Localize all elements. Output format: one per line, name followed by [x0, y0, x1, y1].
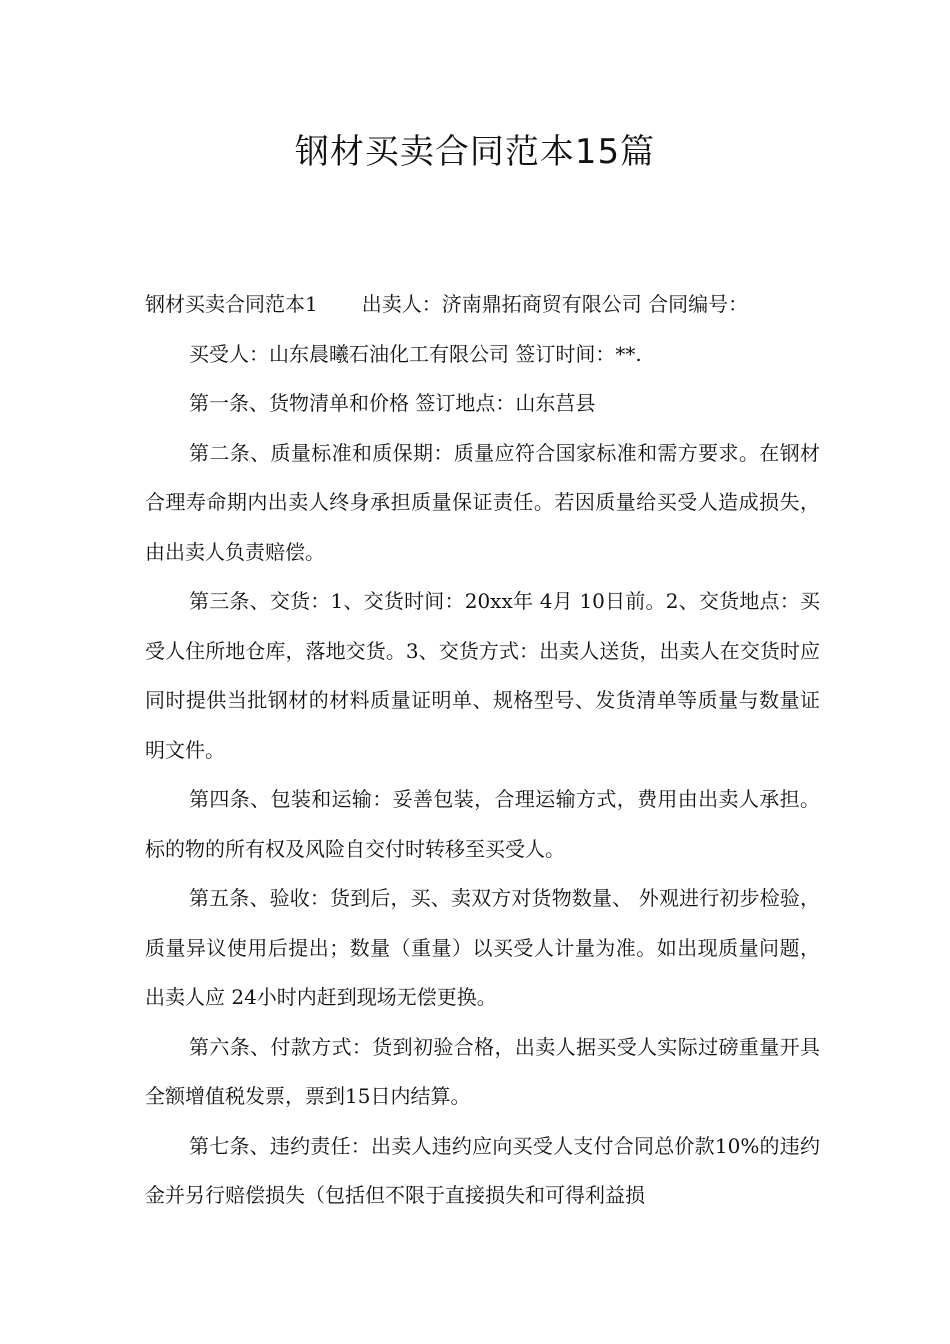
paragraph-article-4: 第四条、包装和运输：妥善包装，合理运输方式，费用由出卖人承担。标的物的所有权及风险自交付时转移至买受人。 — [145, 787, 820, 861]
paragraph-buyer: 买受人：山东晨曦石油化工有限公司 签订时间：**. — [189, 341, 642, 366]
paragraph-article-6: 第六条、付款方式：货到初验合格，出卖人据买受人实际过磅重量开具全额增值税发票，票到15日内结算。 — [145, 1034, 820, 1108]
first-line — [145, 280, 820, 330]
paragraph-article-3: 第三条、交货：1、交货时间：20xx年 4月 10日前。2、交货地点：买受人住所地仓库，落地交货。3、交货方式：出卖人送货，出卖人在交货时应同时提供当批钢材的材料质量证明单、规格型号、发货清单等质量与数量证明文件。 — [145, 589, 820, 762]
paragraph-article-1: 第一条、货物清单和价格 签订地点：山东莒县 — [189, 391, 596, 415]
contract-heading: 钢材买卖合同范本1 — [145, 292, 318, 316]
paragraph-article-5: 第五条、验收：货到后，买、卖双方对货物数量、 外观进行初步检验，质量异议使用后提出；数量（重量）以买受人计量为准。如出现质量问题，出卖人应 24小时内赶到现场无偿更换。 — [145, 886, 820, 1009]
paragraph-article-7: 第七条、违约责任：出卖人违约应向买受人支付合同总价款10%的违约金并另行赔偿损失（包括但不限于直接损失和可得利益损 — [145, 1133, 820, 1207]
document-title: 钢材买卖合同范本15篇 — [294, 132, 656, 172]
paragraph-article-2: 第二条、质量标准和质保期：质量应符合国家标准和需方要求。在钢材合理寿命期内出卖人终身承担质量保证责任。若因质量给买受人造成损失，由出卖人负责赔偿。 — [145, 440, 820, 564]
seller-line: 出卖人：济南鼎拓商贸有限公司 合同编号： — [361, 292, 749, 316]
document-body — [145, 280, 820, 1221]
